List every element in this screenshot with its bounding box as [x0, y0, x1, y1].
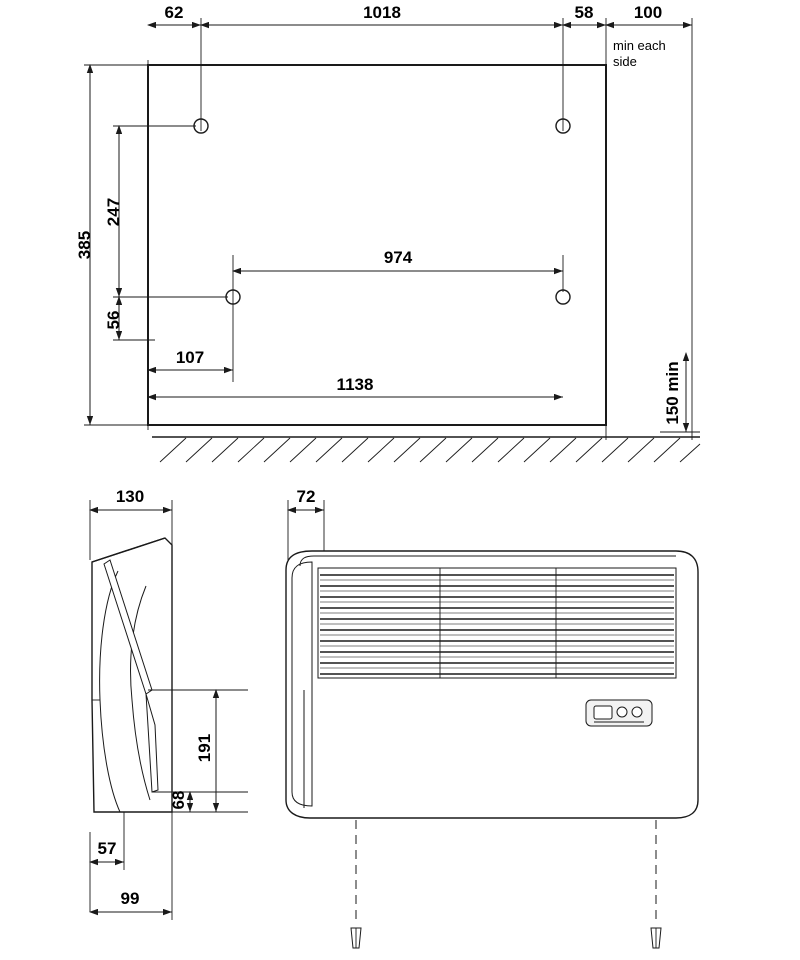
- dimension-130-label: 130: [115, 487, 145, 506]
- dimension-247: [104, 126, 123, 297]
- dimension-191-label: 191: [195, 733, 214, 763]
- dimension-191: [195, 690, 216, 812]
- mounting-hole-bottom-right: [556, 290, 570, 304]
- heater-grille: [318, 568, 676, 678]
- dimension-150-min: [660, 353, 700, 432]
- side-view-body: [92, 538, 248, 812]
- wall-panel-outline: [148, 65, 606, 425]
- dimension-56: [104, 297, 123, 340]
- dimension-62-label: 62: [164, 3, 184, 22]
- dimension-100-label: 100: [633, 3, 663, 22]
- dimension-100: [606, 3, 692, 25]
- floor-hatching: [160, 438, 700, 462]
- dimension-107-label: 107: [175, 348, 205, 367]
- dimension-56-label: 56: [104, 310, 123, 330]
- dimension-150-min-label: 150 min: [663, 361, 682, 425]
- note-min-each-side: [613, 38, 666, 69]
- dimension-68-label: 68: [169, 790, 188, 810]
- dimension-72-label: 72: [296, 487, 316, 506]
- control-knob-2[interactable]: [632, 707, 642, 717]
- dimension-62: [148, 3, 201, 25]
- note-min-each-side-line2: side: [613, 54, 637, 69]
- dimension-72: [288, 487, 324, 510]
- dimension-58-label: 58: [574, 3, 594, 22]
- dimension-1138-label: 1138: [336, 375, 374, 394]
- dimension-57: [90, 839, 124, 862]
- control-panel[interactable]: [586, 700, 652, 726]
- dimension-1018-label: 1018: [363, 3, 401, 22]
- dimension-130: [90, 487, 172, 510]
- dimension-385-label: 385: [75, 230, 94, 260]
- dimension-385: [75, 65, 94, 425]
- dimension-99-label: 99: [120, 889, 140, 908]
- display-screen: [594, 706, 612, 719]
- dimension-68: [169, 791, 190, 812]
- dimension-99: [90, 889, 172, 912]
- control-knob-1[interactable]: [617, 707, 627, 717]
- note-min-each-side-line1: min each: [613, 38, 666, 53]
- dimension-58: [563, 3, 606, 25]
- dimension-974-label: 974: [383, 248, 413, 267]
- dimension-1018: [201, 3, 563, 25]
- pull-cord-left: [351, 820, 361, 948]
- dimension-57-label: 57: [97, 839, 117, 858]
- pull-cord-right: [651, 820, 661, 948]
- dimension-247-label: 247: [104, 197, 123, 227]
